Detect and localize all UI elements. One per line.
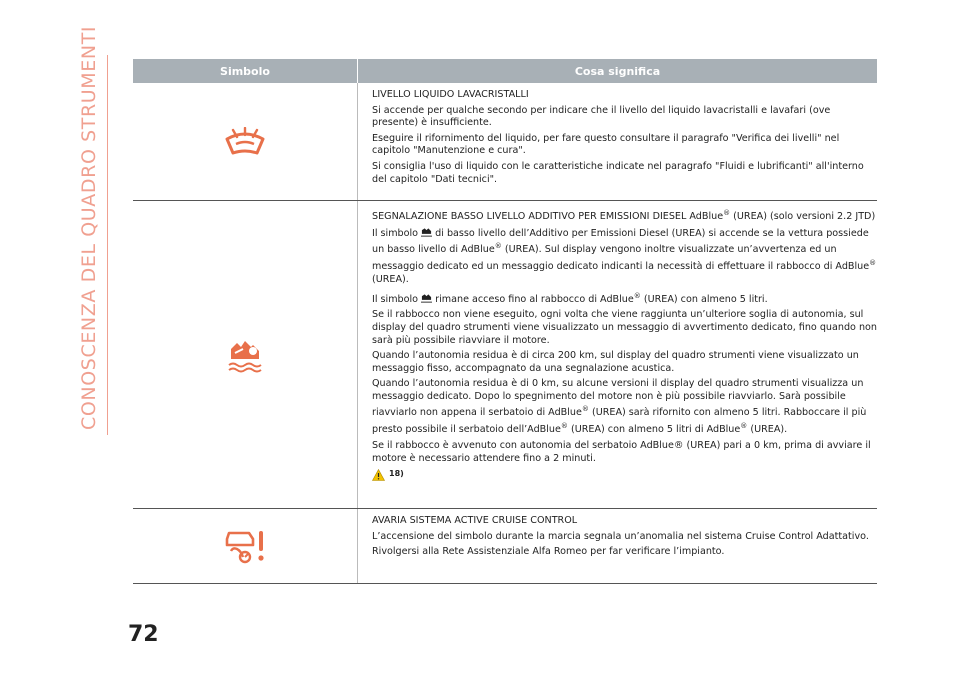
row-paragraph: Quando l’autonomia residua è di circa 200 km, sul display del quadro strumenti viene visualizzato un messaggio fisso, accompagnato da una segnalazione acustica. bbox=[372, 350, 859, 374]
table-header bbox=[133, 59, 877, 83]
text-part: di basso livello dell’Additivo per Emissioni Diesel (UREA) si accende se la vettura possiede un basso livello di AdBlue bbox=[372, 227, 869, 256]
text-part: Quando l’autonomia residua è di 0 km, su alcune versioni il display del quadro strumenti visualizza un messaggio dedicato. Dopo lo spegnimento del motore non è più possibile riavviarlo. Sarà possibile riavviarlo non appena il serbatoio di AdBlue bbox=[372, 378, 864, 419]
cruise-control-failure-icon bbox=[223, 527, 267, 565]
title-part: SEGNALAZIONE BASSO LIVELLO ADDITIVO PER EMISSIONI DIESEL AdBlue bbox=[372, 211, 724, 223]
symbol-cell bbox=[133, 201, 358, 508]
registered-mark: ® bbox=[633, 291, 641, 300]
row-title: AVARIA SISTEMA ACTIVE CRUISE CONTROL bbox=[372, 515, 578, 526]
registered-mark: ® bbox=[740, 422, 748, 431]
row-title bbox=[372, 207, 877, 224]
page-number: 72 bbox=[128, 622, 159, 647]
table-row bbox=[133, 201, 877, 509]
adblue-inline-icon bbox=[421, 293, 432, 303]
row-paragraph: Eseguire il rifornimento del liquido, per fare questo consultare il paragrafo "Verifica dei livelli" nel capitolo "Manutenzione e cura". bbox=[372, 132, 840, 157]
meaning-cell bbox=[358, 83, 877, 200]
text-part: (UREA) con almeno 5 litri. bbox=[640, 293, 768, 305]
text-part: (UREA) sarà rifornito con almeno 5 litri. Rabboccare il più presto possibile il serbatoio dell’AdBlue bbox=[372, 407, 867, 436]
title-part: (UREA) (solo versioni 2.2 JTD) bbox=[730, 211, 876, 223]
row-title: LIVELLO LIQUIDO LAVACRISTALLI bbox=[372, 89, 529, 100]
text-part: rimane acceso fino al rabbocco di AdBlue bbox=[432, 293, 634, 305]
symbol-cell bbox=[133, 509, 358, 583]
row-paragraph: Se il rabbocco è avvenuto con autonomia del serbatoio AdBlue® (UREA) pari a 0 km, prima di avviare il motore è necessario attendere fino a 2 minuti. bbox=[372, 440, 871, 464]
registered-mark: ® bbox=[494, 242, 502, 251]
row-paragraph bbox=[372, 290, 877, 307]
warning-triangle-icon bbox=[372, 469, 385, 481]
registered-mark: ® bbox=[723, 209, 731, 217]
registered-mark: ® bbox=[869, 259, 877, 268]
chapter-title: CONOSCENZA DEL QUADRO STRUMENTI bbox=[78, 25, 100, 430]
text-part: (UREA) con almeno 5 litri di AdBlue bbox=[567, 424, 741, 436]
text-part: Il simbolo bbox=[372, 227, 422, 239]
registered-mark: ® bbox=[560, 422, 568, 431]
text-part: (UREA). bbox=[747, 424, 788, 436]
header-symbol: Simbolo bbox=[133, 59, 358, 83]
table-row bbox=[133, 83, 877, 201]
warning-reference bbox=[372, 468, 877, 481]
row-paragraph: Se il rabbocco non viene eseguito, ogni volta che viene raggiunta un’ulteriore soglia di autonomia, sul display del quadro strumenti viene visualizzato un messaggio di avvertimento dedicato, fino quando non sarà più possibile riavviare il motore. bbox=[372, 309, 878, 346]
row-paragraph: Si consiglia l'uso di liquido con le caratteristiche indicate nel paragrafo "Fluidi e lubrificanti" all'interno del capitolo "Dati tecnici". bbox=[372, 160, 864, 185]
adblue-inline-icon bbox=[421, 227, 432, 237]
symbol-cell bbox=[133, 83, 358, 200]
text-part: (UREA). bbox=[372, 273, 409, 285]
meaning-cell bbox=[358, 201, 877, 508]
symbol-table bbox=[133, 59, 877, 584]
row-paragraph: Rivolgersi alla Rete Assistenziale Alfa Romeo per far verificare l’impianto. bbox=[372, 546, 725, 558]
text-part: Il simbolo bbox=[372, 293, 422, 305]
meaning-cell bbox=[358, 509, 877, 583]
warning-code[interactable]: 18) bbox=[389, 469, 404, 479]
side-divider bbox=[107, 55, 108, 435]
text-part: (UREA). Sul display vengono inoltre visualizzate un’avvertenza ed un messaggio dedicato ed un messaggio dedicato indicanti la necessità di effettuare il rabbocco di AdBlue bbox=[372, 244, 870, 273]
table-row bbox=[133, 509, 877, 584]
registered-mark: ® bbox=[581, 405, 589, 414]
row-paragraph bbox=[372, 227, 877, 287]
row-paragraph: Si accende per qualche secondo per indicare che il livello del liquido lavacristalli e lavafari (ove presente) è insufficiente. bbox=[372, 104, 831, 129]
row-paragraph: L’accensione del simbolo durante la marcia segnala un’anomalia nel sistema Cruise Control Adattativo. bbox=[372, 530, 869, 542]
washer-fluid-icon bbox=[223, 127, 267, 157]
header-meaning: Cosa significa bbox=[574, 64, 661, 78]
adblue-icon bbox=[225, 337, 265, 373]
row-paragraph bbox=[372, 378, 877, 437]
